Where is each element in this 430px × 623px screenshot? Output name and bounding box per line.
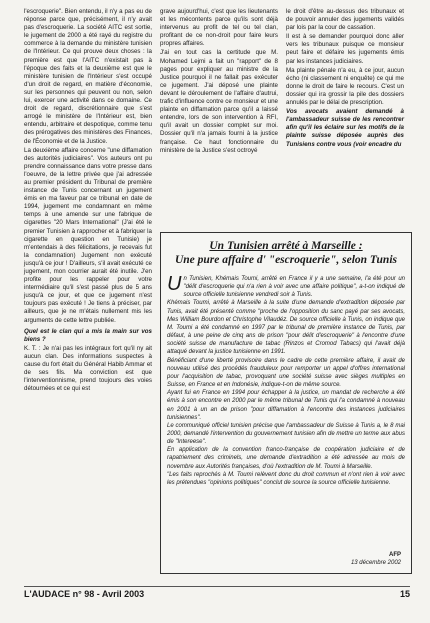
paragraph: Khémais Toumi, arrêté à Marseille à la suite d'une demande d'extradition déposée par Tunis, avait été présenté comme "proche de l'opposition du sanc payé par ses avocats, Mes William Bourdon et Christophe Vilaudéz. De source officielle à Tunis, on indique que M. Toumi a été condamné en 1997 par le tribunal de première instance de Tunis, par défaut, à une peine de cinq ans de prison "pour délit d'escroquerie" à l'encontre d'une société suisse de manufacture de tabac (Rinzos et Cromod Tabacs) qui l'avait déjà attaqué devant la justice tunisienne en 1991. bbox=[167, 300, 405, 356]
interview-question: Vos avocats avaient demandé à l'ambassadeur suisse de les rencontrer afin qu'il les éclaire sur les motifs de la plainte suisse déposée auprès des Tunisiens contre vous (voir encadre du bbox=[286, 108, 404, 148]
paragraph: En application de la convention franco-française de coopération judiciaire et de rapatriement des criminels, une demande d'extradition a été adressée au mois de novembre aux Autorités françaises, d'où l'extradition de M. Toumi à Marseille. bbox=[167, 447, 405, 470]
article-column-middle bbox=[160, 8, 278, 156]
page-number: 15 bbox=[399, 589, 410, 599]
paragraph: Bénéficiant d'une liberté provisoire dans le cadre de cette première affaire, il avait de nouveau utilisé des procédés frauduleux pour remporter un appel d'offres international pour l'acquisition de tabac, provoquant une société suisse avec sièges multiples en Suisse, en France et en Indonésie, indique-t-on de même source. bbox=[167, 357, 405, 389]
paragraph: J'ai en tout cas la certitude que M. Mohamed Lejmi a fait un "rapport" de 8 pages pour expliquer au ministre de la Justice pourquoi il ne fallait pas exécuter ce jugement. J'ai déposé une plainte devant le déroulement de l'affaire d'autrui, trafic d'influence contre ce monsieur et une plainte en diffamation parce qu'il a laissé entendre, lors de son intervention à RFI, qu'il avait un dossier complet sur moi. Dossier qu'il n'a jamais fourni à la justice française. Ce haut fonctionnaire du ministère de la Justice s'est octroyé bbox=[160, 49, 278, 154]
paragraph: le droit d'être au-dessus des tribunaux et de pouvoir annuler des jugements validés par lois par la cour de cassation. bbox=[286, 8, 404, 32]
article-column-left bbox=[24, 8, 152, 394]
paragraph: Il est à se demander pourquoi donc aller vers les tribunaux puisque ce monsieur peut faire et défaire les jugements émis par les instances judiciaires. bbox=[286, 33, 404, 65]
paragraph: K. T. : Je n'ai pas les intégraux fort qu'il ny ait aucun clan. Des informations suspectes à cause du fort était du Général Habib Ammar et de ses fils. Ma conviction est que l'interventionnisme, prend toujours des voies détournées et ce qui est bbox=[24, 344, 152, 393]
paragraph: grave aujourd'hui, c'est que les lieutenants et les mécontents parce qu'ils sont déjà intervenus au profit de tel ou tel clan, profitant de ce non-droit pour faire leurs propres affaires. bbox=[160, 8, 278, 48]
box-headline bbox=[161, 239, 411, 267]
paragraph: Ma plainte pénale n'a eu, à ce jour, aucun écho (ni classement ni enquête) ce qui me donne le droit de faire le recours. C'est un dossier qui ira grossir la pile des dossiers annulés par le délai de prescription. bbox=[286, 66, 404, 107]
box-headline-line1: Un Tunisien arrêté à Marseille : bbox=[209, 240, 363, 252]
article-column-right bbox=[286, 8, 404, 150]
box-signature bbox=[351, 551, 401, 567]
paragraph: Le communiqué officiel tunisien précise que l'ambassadeur de Suisse à Tunis a, le 8 mai 2000, demandé l'intervention du gouvernement tunisien afin de mettre un terme aux abus de "Intereese". bbox=[167, 422, 405, 446]
lead-paragraph bbox=[167, 275, 405, 299]
box-body bbox=[167, 275, 405, 487]
interview-question: Quel est le clan qui a mis la main sur vos biens ? bbox=[24, 327, 152, 343]
lead-text: n Tunisien, Khémais Toumi, arrêté en France il y a une semaine, l'a été pour un "délit d'escroquerie qui n'a rien à voir avec une affaire politique", a-t-on indiqué de source officielle tunisienne vendredi soir à Tunis. bbox=[183, 276, 405, 299]
dateline: 13 décembre 2002 bbox=[350, 560, 401, 566]
footer-divider bbox=[24, 586, 410, 587]
drop-cap: U bbox=[167, 273, 182, 295]
publication-info: L'AUDACE n° 98 - Avril 2003 bbox=[24, 589, 145, 599]
paragraph: "Les faits reprochés à M. Toumi relèvent donc du droit commun et n'ont rien à voir avec les prétendues "opinions politiques" conclut de source la source officielle tunisienne. bbox=[167, 471, 405, 486]
paragraph: Ayant fui en France en 1994 pour échapper à la justice, un mandat de recherche a été émis à son encontre en 2000 par le même tribunal de Tunis qui l'a condamné à nouveau en 2001 à un an de prison "pour diffamation à l'encontre des instances judiciaires tunisiennes". bbox=[167, 390, 405, 421]
paragraph: l'escroquerie". Bien entendu, il n'y a pas eu de réponse parce que, précisément, il n'y avait pas d'escroquerie. La société AITC est sortie, le jugement de 2000 a été rayé du registre du commerce à la demande du ministère tunisien de l'Intérieur. Ce qui prouve deux choses : la première est que l'AITC n'existait pas à l'époque des faits et la deuxième est que le ministère tunisien de l'Intérieur s'est occupé d'un droit de regard, en matière d'économie, sur les personnes qui peuvent ou non, selon lui, exercer une activité dans ce domaine. Ce droit de regard, discrétionnaire que s'est arrogé le ministère de l'Intérieur est, bien entendu, arbitraire et despotique, comme tenu des prérogatives des ministères des Finances, de l'Économie et de la Justice. bbox=[24, 8, 152, 145]
agency-credit: AFP bbox=[389, 552, 401, 558]
box-headline-line2: Une pure affaire d' "escroquerie", selon Tunis bbox=[174, 254, 397, 266]
paragraph: La deuxième affaire concerne "une diffamation des autorités judiciaires". Vos auteurs ont pu prendre connaissance dans votre presse dans l'oeuvre, de la lettre privée que j'ai adressée au premier président du Tribunal de première instance de Tunis concernant un jugement émis en ma faveur par ce tribunal en date de 1994, jugement me condamnant en même temps à une amende sur une fabrique de cigarettes "20 Mars International" (J'ai été le premier Tunisien à rapprocher et à fabriquer la cigarette en question en Tunisie) je m'entendais à des félicitations, je recevais fut la condamnation) Jugement non exécuté jusqu'à ce jour ! D'ailleurs, s'il avait exécuté ce jugement, mon courrier aurait été inutile. J'en profite pour les rappeler pour votre intermédiaire qu'il s'est passé plus de 5 ans jusqu'à ce jour, et que ce jugement n'est toujours pas exécuté ! Je tiens à préciser, par ailleurs, que je ne m'étais nullement mis les arguments de cette lettre publiée. bbox=[24, 146, 152, 324]
afp-news-box bbox=[160, 232, 412, 574]
